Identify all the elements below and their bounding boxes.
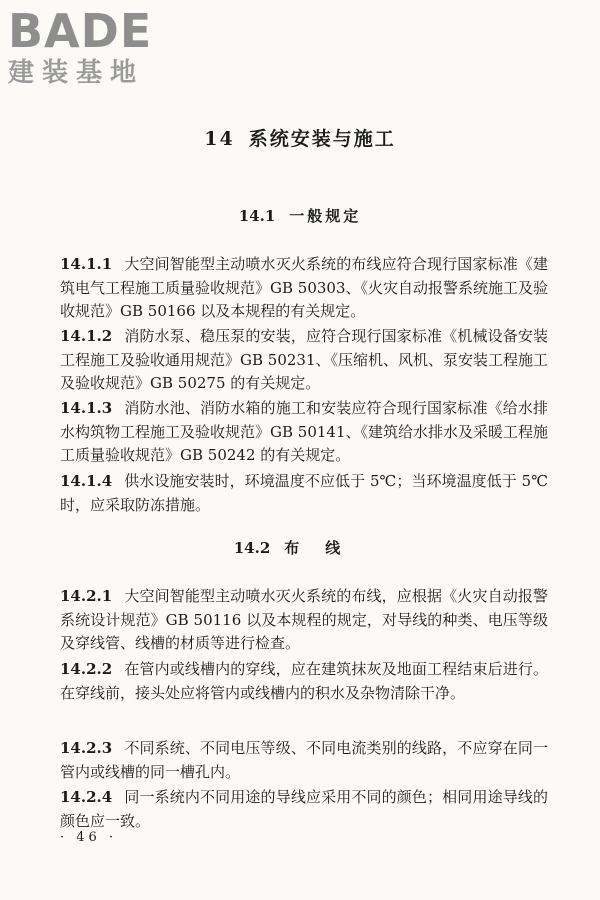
logo-wordmark: BADE	[8, 4, 153, 58]
clause-text: 同一系统内不同用途的导线应采用不同的颜色；相同用途导线的颜色应一致。	[60, 788, 548, 830]
bade-logo	[8, 6, 178, 94]
clause-14-2-4	[60, 786, 548, 833]
clause-text: 供水设施安装时，环境温度不应低于 5℃；当环境温度低于 5℃时，应采取防冻措施。	[60, 472, 548, 514]
clause-14-2-3	[60, 737, 548, 784]
clause-text: 在管内或线槽内的穿线，应在建筑抹灰及地面工程结束后进行。在穿线前，接头处应将管内或线槽内的积水及杂物清除干净。	[60, 660, 548, 702]
clause-14-1-3	[60, 397, 548, 468]
clause-number: 14.2.1	[60, 587, 113, 605]
clause-14-1-4	[60, 470, 548, 517]
clause-14-2-2	[60, 658, 548, 705]
chapter-heading	[0, 124, 600, 151]
clause-number: 14.2.3	[60, 739, 113, 757]
clause-text: 大空间智能型主动喷水灭火系统的布线，应根据《火灾自动报警系统设计规范》GB 50116 以及本规程的规定，对导线的种类、电压等级及穿线管、线槽的材质等进行检查。	[60, 587, 548, 652]
clause-number: 14.1.2	[60, 327, 113, 345]
chapter-title: 系统安装与施工	[248, 128, 396, 150]
clause-number: 14.2.4	[60, 788, 113, 806]
section-title: 一般规定	[289, 207, 362, 225]
clause-number: 14.2.2	[60, 660, 113, 678]
section-number: 14.1	[238, 207, 276, 225]
section-heading-14-1	[0, 205, 600, 226]
clause-number: 14.1.3	[60, 399, 113, 417]
clause-text: 消防水池、消防水箱的施工和安装应符合现行国家标准《给水排水构筑物工程施工及验收规范》GB 50141、《建筑给水排水及采暖工程施工质量验收规范》GB 50242 的有关规定。	[60, 399, 548, 464]
clause-text: 消防水泵、稳压泵的安装，应符合现行国家标准《机械设备安装工程施工及验收通用规范》GB 50231、《压缩机、风机、泵安装工程施工及验收规范》GB 50275 的有关规定。	[60, 327, 548, 392]
clause-14-1-2	[60, 325, 548, 396]
clause-number: 14.1.1	[60, 255, 113, 273]
section-heading-14-2	[0, 537, 600, 558]
page-number: · 46 ·	[60, 830, 118, 845]
clause-14-2-1	[60, 585, 548, 656]
clause-number: 14.1.4	[60, 472, 113, 490]
clause-14-1-1	[60, 253, 548, 324]
clause-text: 不同系统、不同电压等级、不同电流类别的线路，不应穿在同一管内或线槽的同一槽孔内。	[60, 739, 548, 781]
section-number: 14.2	[233, 539, 271, 557]
clause-text: 大空间智能型主动喷水灭火系统的布线应符合现行国家标准《建筑电气工程施工质量验收规范》GB 50303、《火灾自动报警系统施工及验收规范》GB 50166 以及本规程的有关规定。	[60, 255, 548, 320]
chapter-number: 14	[204, 128, 235, 150]
section-title: 布线	[284, 539, 367, 557]
logo-subtitle: 建装基地	[8, 58, 145, 88]
